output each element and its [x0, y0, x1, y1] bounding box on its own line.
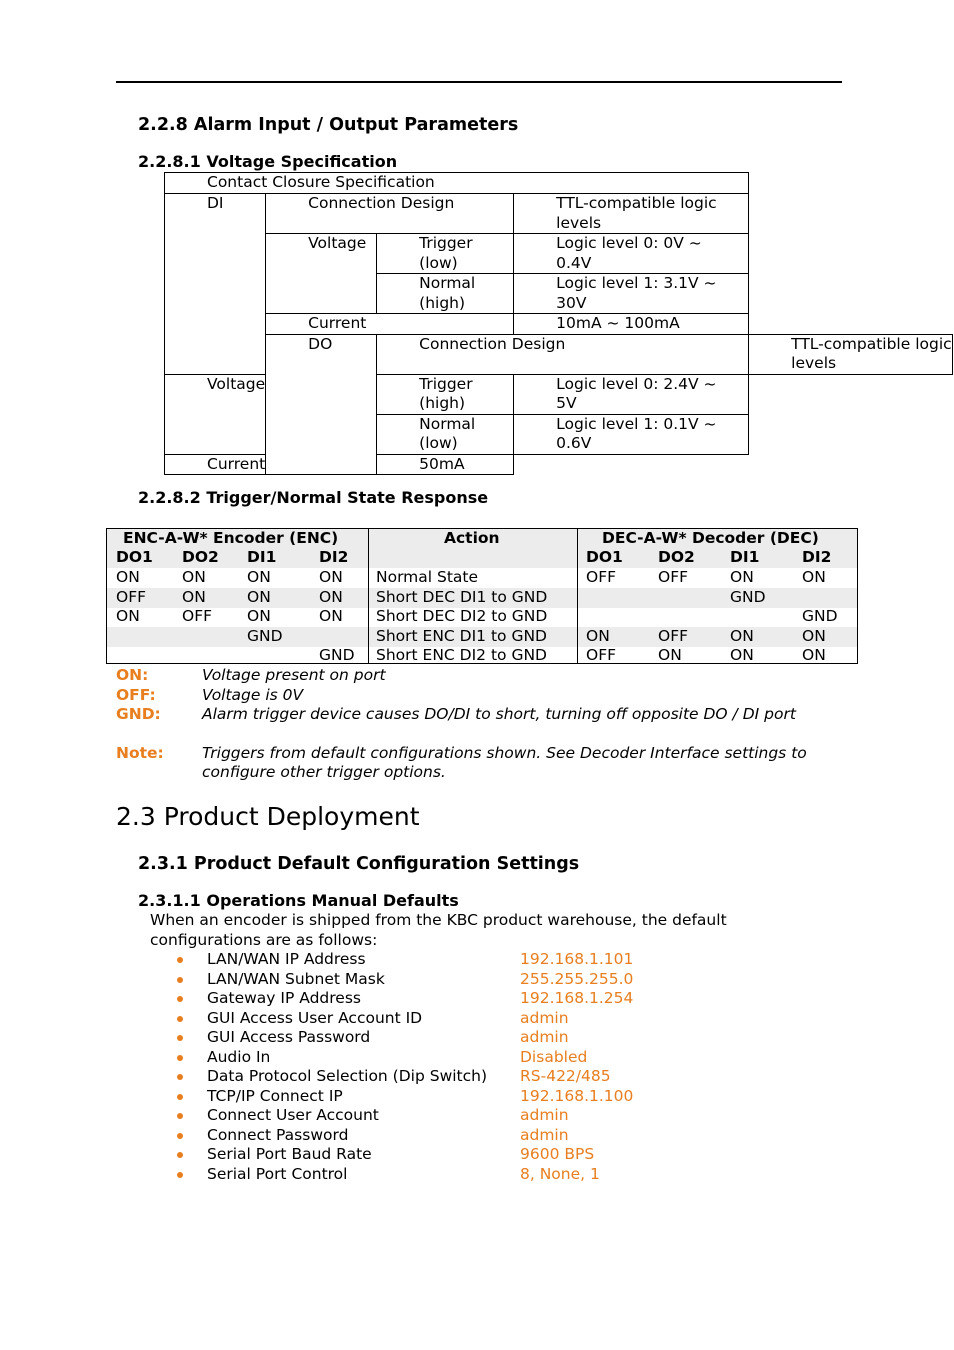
bullet-icon	[177, 1172, 183, 1178]
table-cell: ON	[182, 568, 206, 586]
table-cell: OFF	[182, 607, 213, 625]
table-cell: ON	[247, 568, 271, 586]
table-cell: OFF	[586, 646, 617, 664]
column-divider	[577, 529, 578, 663]
legend-text-on: Voltage present on port	[202, 666, 386, 684]
default-setting-value: 255.255.255.0	[520, 969, 634, 988]
bullet-icon	[177, 1055, 183, 1061]
di-normal: Normal (high)	[377, 274, 514, 314]
table-cell: ON	[730, 568, 754, 586]
default-setting-name: Connect User Account	[207, 1106, 379, 1124]
table-cell: GND	[802, 607, 838, 625]
bullet-icon	[177, 957, 183, 963]
intro-line: configurations are as follows:	[150, 931, 378, 949]
table-cell: GND	[730, 587, 766, 606]
table-cell: ON	[658, 646, 682, 664]
note-line: Triggers from default configurations shown. See Decoder Interface settings to	[202, 744, 807, 762]
table-cell: ON	[116, 568, 140, 586]
dec-col-header: DO1	[586, 548, 623, 566]
bullet-icon	[177, 1113, 183, 1119]
section-heading-alarm-io: 2.2.8 Alarm Input / Output Parameters	[138, 115, 519, 135]
table-cell: Short ENC DI1 to GND	[376, 626, 547, 645]
bullet-icon	[177, 1016, 183, 1022]
table-cell: GND	[247, 626, 283, 645]
enc-header: ENC-A-W* Encoder (ENC)	[123, 529, 339, 547]
subheading-voltage-spec: 2.2.8.1 Voltage Specification	[138, 152, 398, 171]
default-setting-value: 9600 BPS	[520, 1145, 595, 1163]
intro-line: When an encoder is shipped from the KBC product warehouse, the default	[150, 911, 727, 929]
dec-col-header: DO2	[658, 548, 695, 566]
table-cell: ON	[730, 646, 754, 664]
enc-col-header: DI2	[319, 548, 349, 566]
bullet-icon	[177, 1074, 183, 1080]
table-cell: OFF	[586, 568, 617, 586]
do-current-value: 50mA	[377, 454, 514, 475]
section-heading-deployment: 2.3 Product Deployment	[116, 802, 420, 831]
table-cell: ON	[319, 587, 343, 606]
subheading-default-config: 2.3.1 Product Default Configuration Settings	[138, 854, 580, 874]
legend-label-off: OFF:	[116, 686, 156, 704]
bullet-icon	[177, 1094, 183, 1100]
bullet-icon	[177, 1152, 183, 1158]
default-setting-name: Audio In	[207, 1047, 271, 1066]
header-rule	[116, 81, 842, 83]
do-trigger-value: Logic level 0: 2.4V ~ 5V	[514, 374, 749, 414]
table-cell: ON	[802, 626, 826, 645]
table-cell: ON	[319, 568, 343, 586]
legend-label-on: ON:	[116, 666, 149, 684]
table-cell: ON	[802, 568, 826, 586]
table-cell: ON	[802, 646, 826, 664]
default-setting-value: 192.168.1.254	[520, 989, 634, 1007]
legend-text-gnd: Alarm trigger device causes DO/DI to short, turning off opposite DO / DI port	[202, 705, 796, 723]
default-setting-name: LAN/WAN Subnet Mask	[207, 969, 385, 988]
enc-col-header: DO1	[116, 548, 153, 566]
column-divider	[368, 529, 369, 663]
default-setting-name: Data Protocol Selection (Dip Switch)	[207, 1067, 488, 1085]
table-cell: ON	[247, 587, 271, 606]
default-setting-name: GUI Access Password	[207, 1028, 371, 1046]
default-setting-value: admin	[520, 1106, 569, 1124]
bullet-icon	[177, 1035, 183, 1041]
do-current: Current	[165, 454, 377, 475]
table-cell: Short DEC DI1 to GND	[376, 587, 548, 606]
do-label: DO	[266, 334, 377, 475]
enc-col-header: DO2	[182, 548, 219, 566]
enc-col-header: DI1	[247, 548, 277, 566]
default-setting-value: Disabled	[520, 1047, 588, 1066]
table-cell: ON	[116, 607, 140, 625]
di-connection-design: Connection Design	[266, 194, 514, 234]
table-cell: OFF	[658, 568, 689, 586]
do-normal-value: Logic level 1: 0.1V ~ 0.6V	[514, 414, 749, 454]
table-cell: ON	[586, 626, 610, 645]
default-setting-value: admin	[520, 1008, 569, 1027]
table-cell: ON	[247, 607, 271, 625]
dec-col-header: DI1	[730, 548, 760, 566]
table-cell: Short ENC DI2 to GND	[376, 646, 547, 664]
dec-header: DEC-A-W* Decoder (DEC)	[602, 529, 819, 547]
legend-label-gnd: GND:	[116, 705, 161, 723]
default-setting-value: admin	[520, 1028, 569, 1046]
table-cell: OFF	[658, 626, 689, 645]
subheading-manual-defaults: 2.3.1.1 Operations Manual Defaults	[138, 891, 459, 910]
di-trigger-value: Logic level 0: 0V ~ 0.4V	[514, 234, 749, 274]
di-trigger: Trigger (low)	[377, 234, 514, 274]
dec-col-header: DI2	[802, 548, 832, 566]
bullet-icon	[177, 1133, 183, 1139]
legend-text-off: Voltage is 0V	[202, 686, 304, 704]
default-setting-name: TCP/IP Connect IP	[207, 1086, 343, 1105]
table-cell: Normal State	[376, 568, 479, 586]
default-setting-name: GUI Access User Account ID	[207, 1008, 423, 1027]
do-connection-design: Connection Design	[377, 334, 749, 374]
do-voltage: Voltage	[165, 374, 266, 454]
table-cell: GND	[319, 646, 355, 664]
bullet-icon	[177, 977, 183, 983]
table-cell: ON	[182, 587, 206, 606]
action-header: Action	[444, 529, 500, 547]
trigger-state-table	[106, 528, 858, 664]
di-current-value: 10mA ~ 100mA	[514, 314, 749, 335]
default-setting-value: 192.168.1.101	[520, 950, 634, 968]
bullet-icon	[177, 996, 183, 1002]
default-setting-value: admin	[520, 1125, 569, 1144]
default-setting-value: RS-422/485	[520, 1067, 611, 1085]
table-cell: OFF	[116, 587, 147, 606]
note-label: Note:	[116, 744, 164, 762]
table-cell: Short DEC DI2 to GND	[376, 607, 548, 625]
default-setting-value: 8, None, 1	[520, 1164, 600, 1183]
di-connection-value: TTL-compatible logic levels	[514, 194, 749, 234]
table-cell: ON	[730, 626, 754, 645]
table-header: Contact Closure Specification	[165, 173, 749, 194]
default-setting-name: Connect Password	[207, 1125, 349, 1144]
di-current: Current	[266, 314, 514, 335]
voltage-spec-table	[164, 172, 953, 475]
subheading-trigger-state: 2.2.8.2 Trigger/Normal State Response	[138, 488, 489, 507]
table-cell: ON	[319, 607, 343, 625]
default-setting-name: LAN/WAN IP Address	[207, 950, 366, 968]
di-label: DI	[165, 194, 266, 375]
note-line: configure other trigger options.	[202, 763, 446, 781]
do-connection-value: TTL-compatible logic levels	[749, 334, 953, 374]
di-normal-value: Logic level 1: 3.1V ~ 30V	[514, 274, 749, 314]
default-setting-name: Serial Port Baud Rate	[207, 1145, 372, 1163]
di-voltage: Voltage	[266, 234, 377, 314]
do-normal: Normal (low)	[377, 414, 514, 454]
do-trigger: Trigger (high)	[377, 374, 514, 414]
default-setting-name: Gateway IP Address	[207, 989, 361, 1007]
default-setting-value: 192.168.1.100	[520, 1086, 634, 1105]
default-setting-name: Serial Port Control	[207, 1164, 348, 1183]
